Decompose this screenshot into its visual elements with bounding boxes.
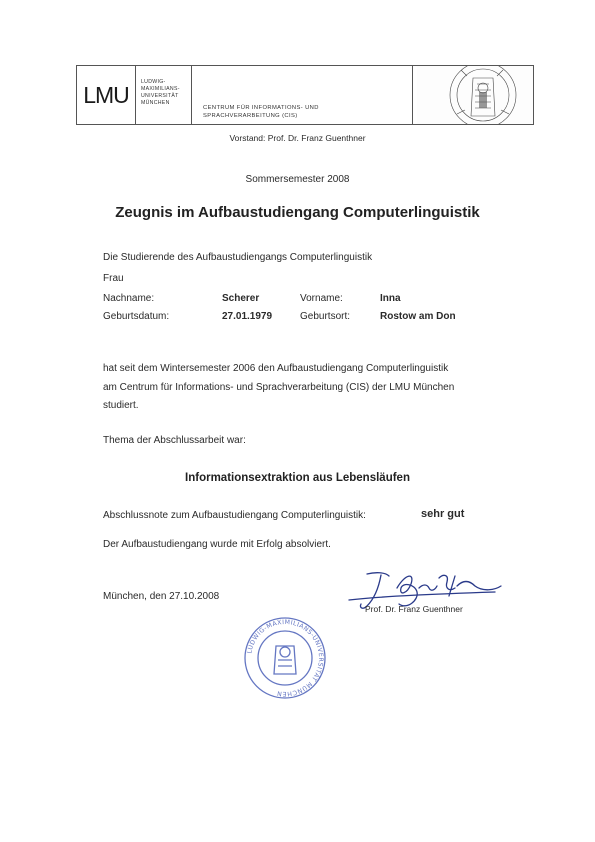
body-line: am Centrum für Informations- und Sprachverarbeitung (CIS) der LMU München <box>103 382 455 393</box>
university-line: MÜNCHEN <box>141 100 170 106</box>
firstname-value: Inna <box>380 293 401 304</box>
semester: Sommersemester 2008 <box>245 174 350 185</box>
lmu-logo <box>77 66 136 124</box>
university-name <box>137 66 192 124</box>
university-seal-image <box>417 66 533 124</box>
university-line: MAXIMILIANS- <box>141 86 180 92</box>
firstname-label: Vorname: <box>300 293 343 304</box>
stamp-text: LUDWIG-MAXIMILIANS-UNIVERSITÄT MÜNCHEN <box>246 618 325 698</box>
institute-name <box>195 66 413 124</box>
salutation: Frau <box>103 273 124 284</box>
thesis-label: Thema der Abschlussarbeit war: <box>103 435 246 446</box>
birthdate-label: Geburtsdatum: <box>103 311 170 322</box>
lastname-value: Scherer <box>222 293 260 304</box>
grade-label: Abschlussnote zum Aufbaustudiengang Computerlinguistik: <box>103 510 366 521</box>
director-line: Vorstand: Prof. Dr. Franz Guenthner <box>229 133 366 143</box>
institute-line: SPRACHVERARBEITUNG (CIS) <box>203 113 298 119</box>
thesis-title: Informationsextraktion aus Lebensläufen <box>185 472 410 484</box>
place-date: München, den 27.10.2008 <box>103 591 220 602</box>
institute-line: CENTRUM FÜR INFORMATIONS- UND <box>203 105 319 111</box>
birthdate-value: 27.01.1979 <box>222 311 273 322</box>
signatory-name: Prof. Dr. Franz Guenthner <box>365 604 463 614</box>
intro-text: Die Studierende des Aufbaustudiengangs Computerlinguistik <box>103 252 373 263</box>
body-line: hat seit dem Wintersemester 2006 den Aufbaustudiengang Computerlinguistik <box>103 363 449 374</box>
completion-text: Der Aufbaustudiengang wurde mit Erfolg absolviert. <box>103 539 331 550</box>
lastname-label: Nachname: <box>103 293 155 304</box>
grade-value: sehr gut <box>421 508 465 520</box>
university-line: LUDWIG- <box>141 79 166 85</box>
body-line: studiert. <box>103 400 139 411</box>
letterhead <box>76 65 534 125</box>
lmu-logo-text: LMU <box>83 81 129 108</box>
birthplace-value: Rostow am Don <box>380 311 456 322</box>
birthplace-label: Geburtsort: <box>300 311 351 322</box>
university-stamp <box>238 616 332 700</box>
university-line: UNIVERSITÄT <box>141 93 179 99</box>
certificate-title: Zeugnis im Aufbaustudiengang Computerlinguistik <box>115 204 480 221</box>
